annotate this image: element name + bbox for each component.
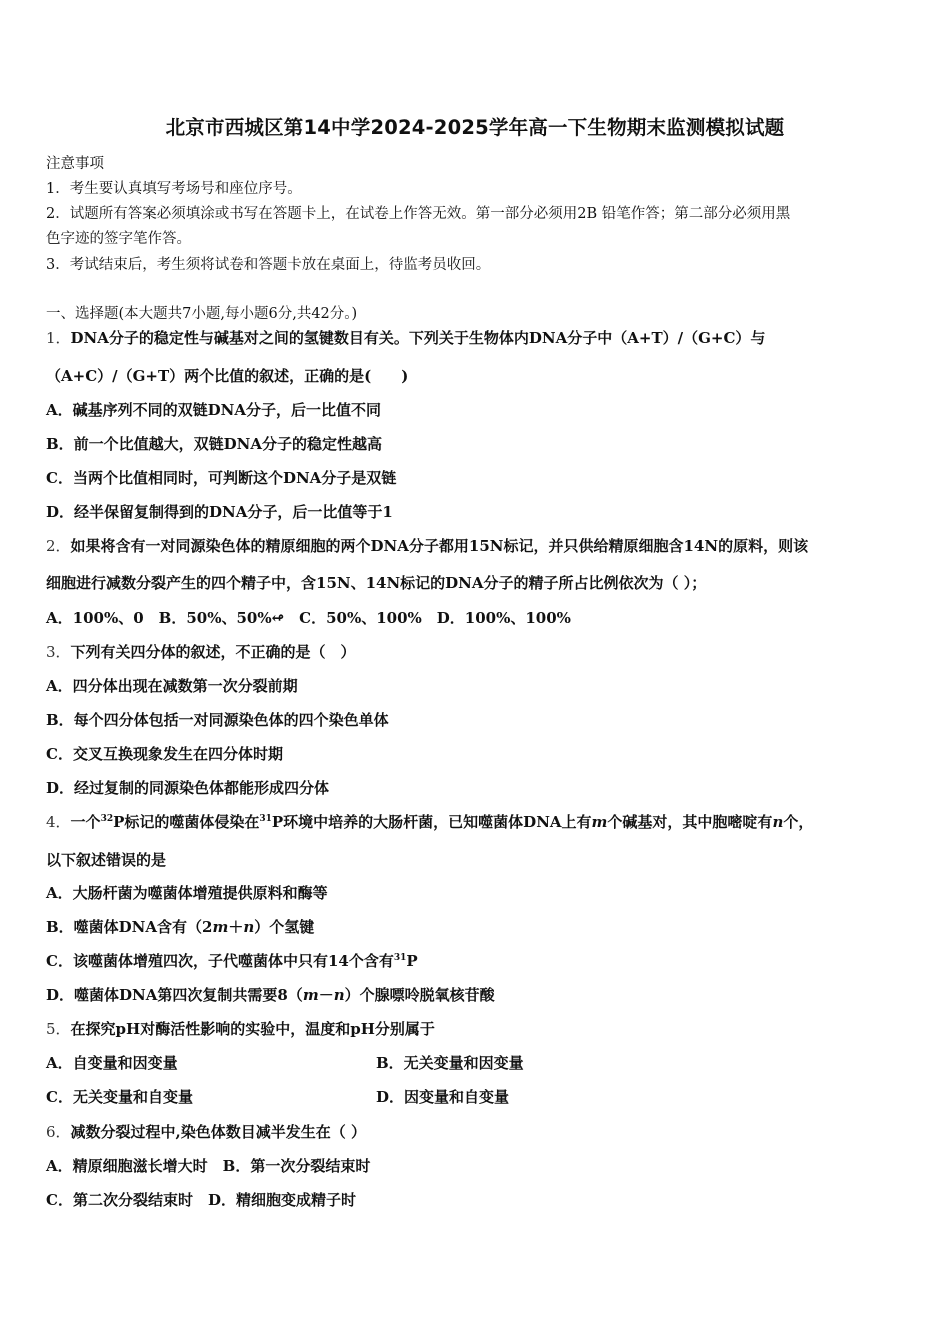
question-3-option-a: A．四分体出现在减数第一次分裂前期 bbox=[46, 677, 298, 695]
question-6-options-ab: A．精原细胞滋长增大时 B．第一次分裂结束时 bbox=[46, 1157, 371, 1175]
question-number: 6． bbox=[46, 1123, 71, 1141]
page-title: 北京市西城区第14中学2024-2025学年高一下生物期末监测模拟试题 bbox=[165, 116, 785, 139]
question-3-option-b: B．每个四分体包括一对同源染色体的四个染色单体 bbox=[46, 711, 389, 729]
question-number: 2． bbox=[46, 537, 71, 555]
question-5-option-c: C．无关变量和自变量 bbox=[46, 1088, 193, 1106]
question-4-option-a: A．大肠杆菌为噬菌体增殖提供原料和酶等 bbox=[46, 884, 328, 902]
question-5-option-d: D．因变量和自变量 bbox=[376, 1088, 510, 1106]
question-1-stem: 1．DNA分子的稳定性与碱基对之间的氢键数目有关。下列关于生物体内DNA分子中（A+T）/（G+C）与 bbox=[46, 329, 766, 347]
notice-item-3: 3．考试结束后，考生须将试卷和答题卡放在桌面上，待监考员收回。 bbox=[46, 257, 491, 273]
question-4-stem: 4．一个$^{32}$P标记的噬菌体侵染在$^{31}$P环境中培养的大肠杆菌，已知噬菌体DNA上有m个碱基对，其中胞嘧啶有n个， bbox=[46, 813, 814, 831]
question-1-stem-cont: （A+C）/（G+T）两个比值的叙述，正确的是( ) bbox=[46, 367, 409, 385]
question-5-stem: 5．在探究pH对酶活性影响的实验中，温度和pH分别属于 bbox=[46, 1020, 435, 1038]
question-4-option-d: D．噬菌体DNA第四次复制共需要8（m－n）个腺嘌呤脱氧核苷酸 bbox=[46, 986, 495, 1004]
question-3-option-c: C．交叉互换现象发生在四分体时期 bbox=[46, 745, 283, 763]
notice-heading: 注意事项 bbox=[46, 156, 104, 172]
question-4-option-c: C．该噬菌体增殖四次，子代噬菌体中只有14个含有$^{31}$P bbox=[46, 952, 418, 970]
question-6-stem: 6．减数分裂过程中,染色体数目减半发生在（ ） bbox=[46, 1123, 366, 1141]
question-number: 1． bbox=[46, 329, 71, 347]
notice-item-2a: 2．试题所有答案必须填涂或书写在答题卡上，在试卷上作答无效。第一部分必须用2B 铅笔作答；第二部分必须用黑 bbox=[46, 206, 791, 222]
question-2-options: A．100%、0 B．50%、50%↫ C．50%、100% D．100%、100% bbox=[46, 609, 571, 627]
question-1-option-d: D．经半保留复制得到的DNA分子，后一比值等于1 bbox=[46, 503, 393, 521]
question-5-options-row-2 bbox=[46, 1086, 906, 1107]
question-2-stem: 2．如果将含有一对同源染色体的精原细胞的两个DNA分子都用15N标记，并只供给精原细胞含14N的原料，则该 bbox=[46, 537, 809, 555]
question-5-options-row-1 bbox=[46, 1052, 906, 1073]
question-6-options-cd: C．第二次分裂结束时 D．精细胞变成精子时 bbox=[46, 1191, 356, 1209]
question-5-option-b: B．无关变量和因变量 bbox=[376, 1054, 524, 1072]
question-number: 4． bbox=[46, 813, 71, 831]
question-4-option-b: B．噬菌体DNA含有（2m＋n）个氢键 bbox=[46, 918, 315, 936]
question-4-stem-cont: 以下叙述错误的是 bbox=[46, 851, 167, 869]
question-3-option-d: D．经过复制的同源染色体都能形成四分体 bbox=[46, 779, 330, 797]
notice-item-2b: 色字迹的签字笔作答。 bbox=[46, 231, 191, 247]
question-number: 3． bbox=[46, 643, 71, 661]
question-5-option-a: A．自变量和因变量 bbox=[46, 1054, 178, 1072]
question-2-stem-cont: 细胞进行减数分裂产生的四个精子中，含15N、14N标记的DNA分子的精子所占比例依次为（ ）； bbox=[46, 574, 707, 592]
question-1-option-c: C．当两个比值相同时，可判断这个DNA分子是双链 bbox=[46, 469, 397, 487]
notice-item-1: 1．考生要认真填写考场号和座位序号。 bbox=[46, 181, 302, 197]
question-3-stem: 3．下列有关四分体的叙述，不正确的是（ ） bbox=[46, 643, 356, 661]
question-1-option-b: B．前一个比值越大，双链DNA分子的稳定性越高 bbox=[46, 435, 383, 453]
question-1-option-a: A．碱基序列不同的双链DNA分子，后一比值不同 bbox=[46, 401, 381, 419]
section-heading: 一、选择题(本大题共7小题,每小题6分,共42分。) bbox=[46, 306, 358, 322]
question-number: 5． bbox=[46, 1020, 71, 1038]
